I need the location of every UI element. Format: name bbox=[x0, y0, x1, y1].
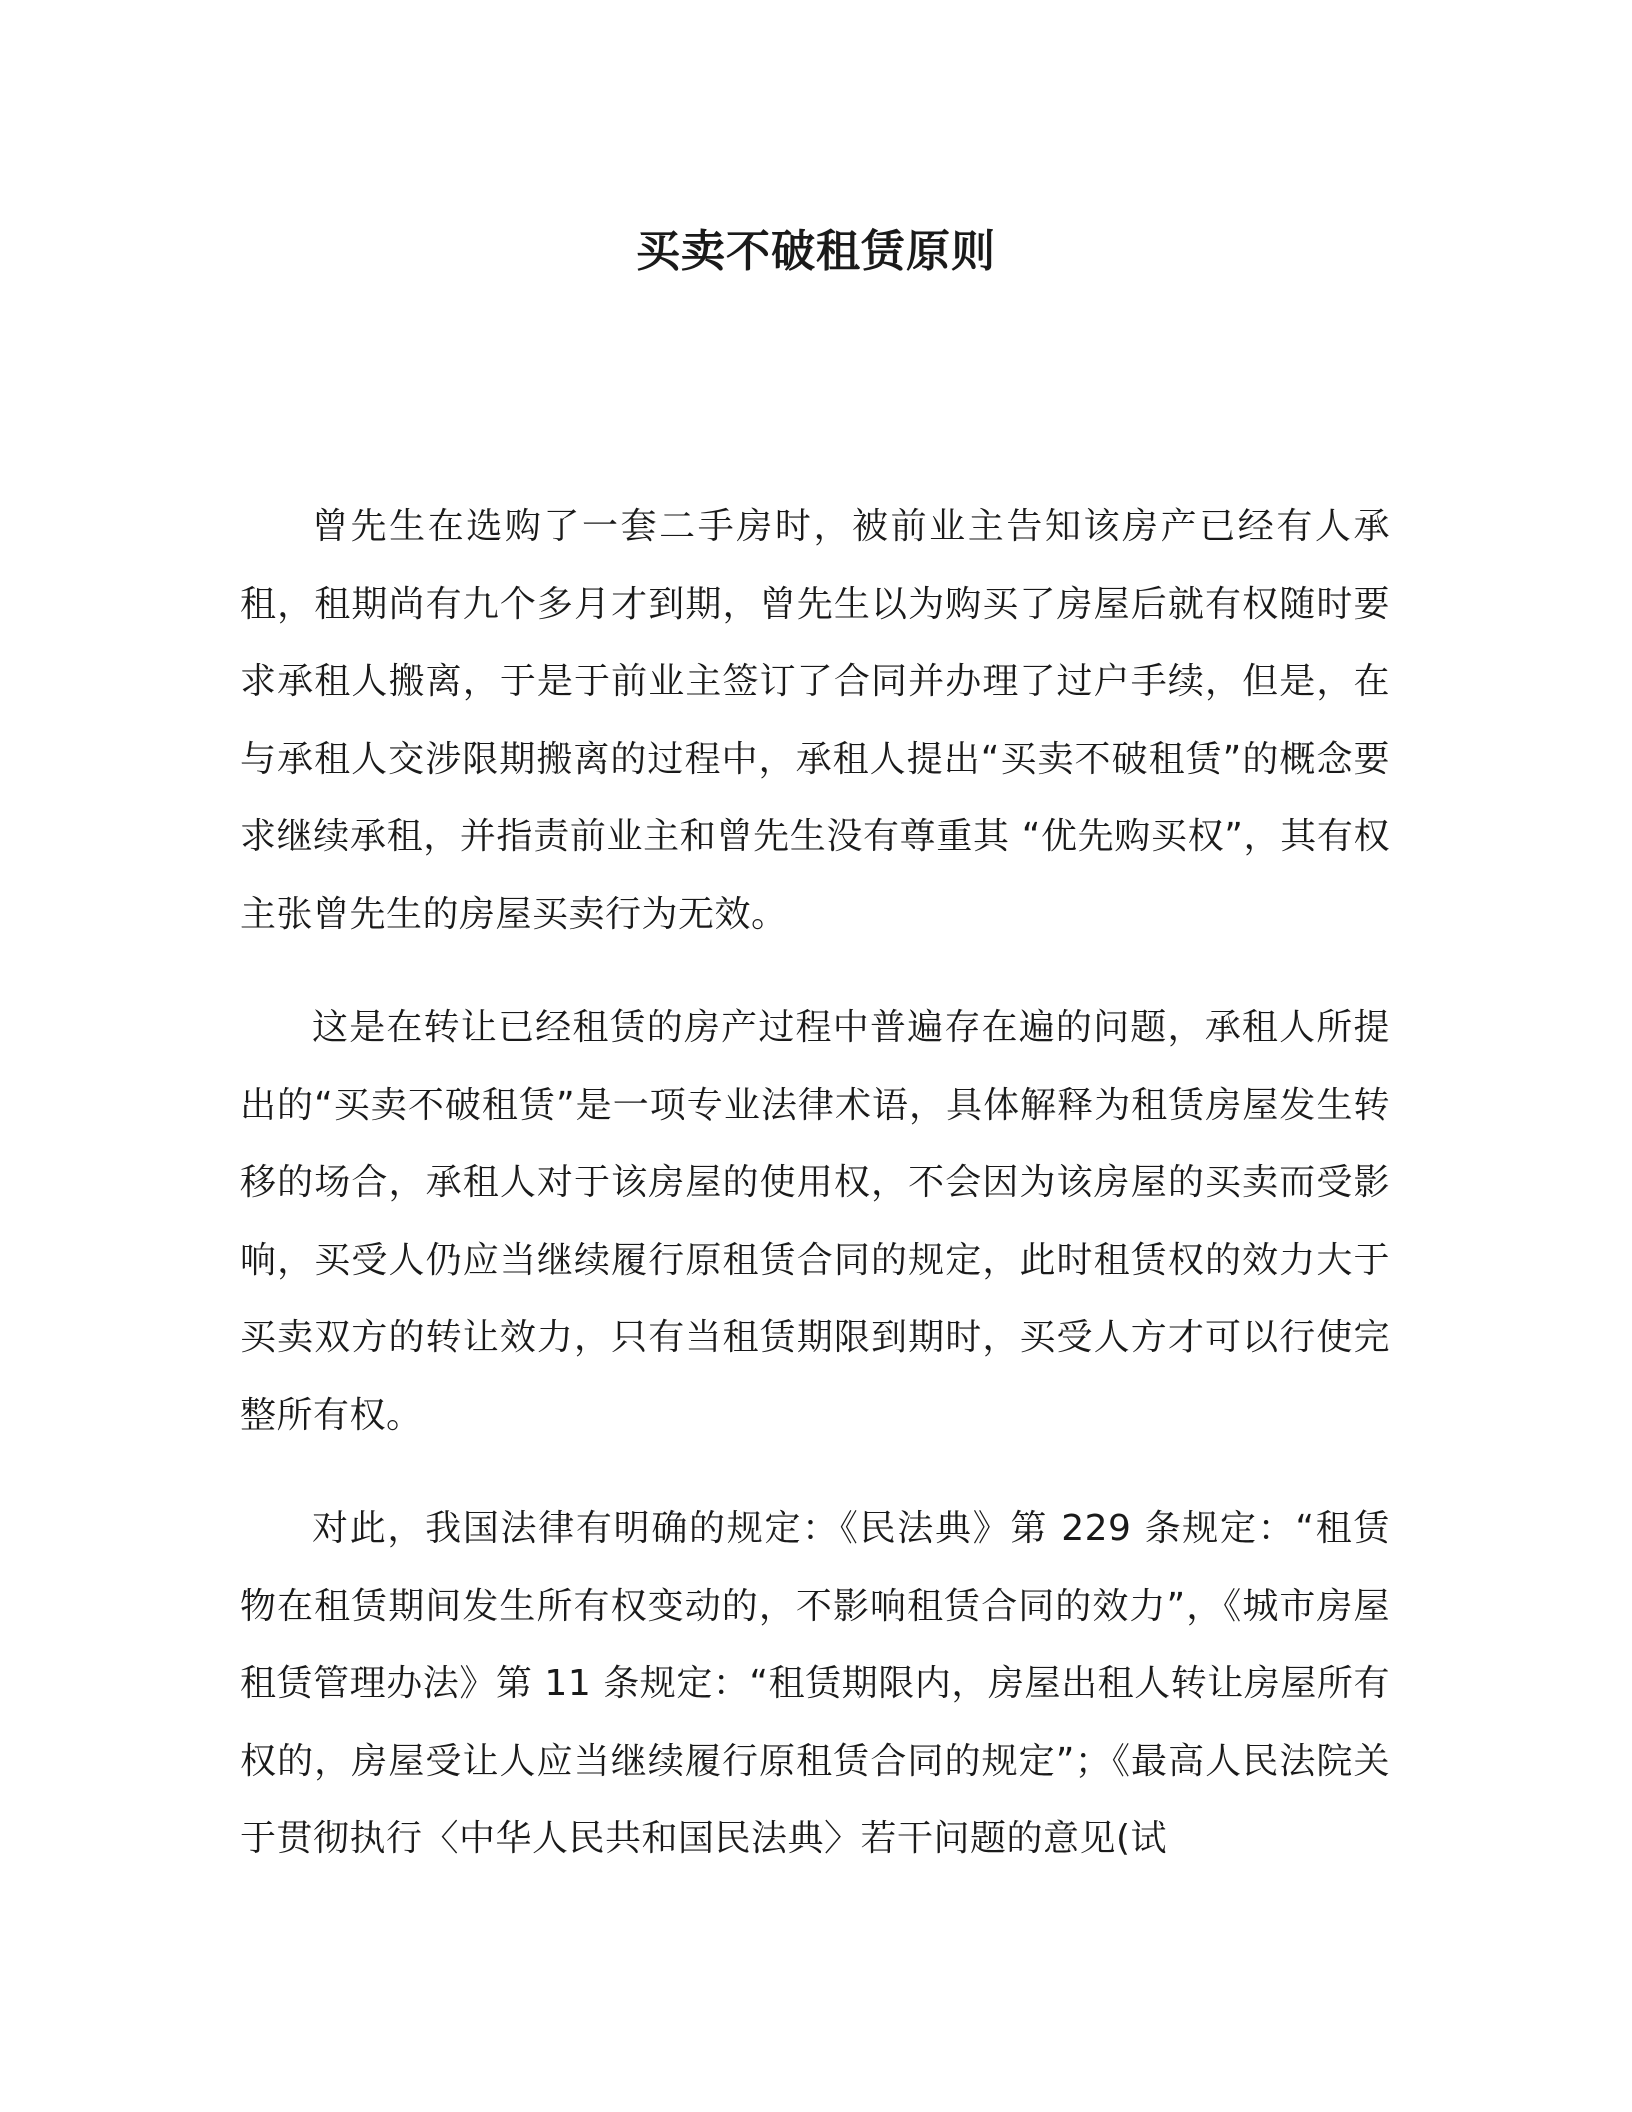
document-title: 买卖不破租赁原则 bbox=[636, 226, 996, 277]
paragraph-1: 曾先生在选购了一套二手房时，被前业主告知该房产已经有人承租，租期尚有九个多月才到期，曾先生以为购买了房屋后就有权随时要求承租人搬离，于是于前业主签订了合同并办理了过户手续，但是，在与承租人交涉限期搬离的过程中，承租人提出“买卖不破租赁”的概念要求继续承租，并指责前业主和曾先生没有尊重其 “优先购买权”，其有权主张曾先生的房屋买卖行为无效。 bbox=[240, 506, 1390, 935]
paragraph-2: 这是在转让已经租赁的房产过程中普遍存在遍的问题，承租人所提出的“买卖不破租赁”是一项专业法律术语，具体解释为租赁房屋发生转移的场合，承租人对于该房屋的使用权，不会因为该房屋的买卖而受影响，买受人仍应当继续履行原租赁合同的规定，此时租赁权的效力大于买卖双方的转让效力，只有当租赁期限到期时，买受人方才可以行使完整所有权。 bbox=[240, 1007, 1390, 1436]
document-body bbox=[240, 488, 1390, 1914]
paragraph-3: 对此，我国法律有明确的规定：《民法典》第 229 条规定：“租赁物在租赁期间发生所有权变动的，不影响租赁合同的效力”，《城市房屋租赁管理办法》第 11 条规定：“租赁期限内，房屋出租人转让房屋所有权的，房屋受让人应当继续履行原租赁合同的规定”；《最高人民法院关于贯彻执行〈中华人民共和国民法典〉若干问题的意见(试 bbox=[240, 1508, 1390, 1859]
